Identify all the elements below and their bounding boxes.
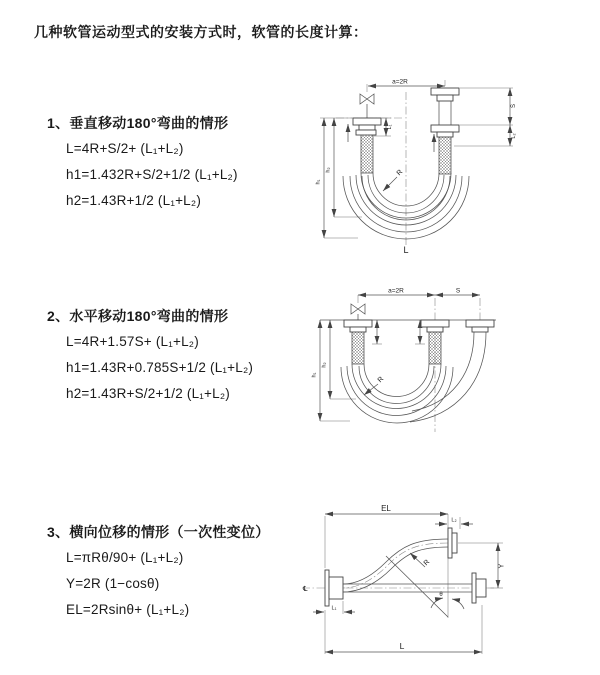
formula-line: Y=2R (1−cosθ) [66, 576, 160, 591]
formula-line: h2=1.43R+1/2 (L₁+L₂) [66, 193, 202, 208]
section-1-heading: 1、垂直移动180°弯曲的情形 [47, 115, 229, 131]
formula-line: L=4R+1.57S+ (L₁+L₂) [66, 334, 199, 349]
dim-label-h1: h₁ [315, 179, 322, 185]
formula-line: L=4R+S/2+ (L₁+L₂) [66, 141, 184, 156]
left-pipe-fitting [344, 320, 372, 364]
middle-pipe-fitting [421, 320, 449, 364]
section-vertical-move [47, 110, 238, 214]
dim-label-l: L [399, 641, 405, 651]
formula-line: h2=1.43R+S/2+1/2 (L₁+L₂) [66, 386, 230, 401]
dimension-lines [320, 86, 513, 238]
diagram-horizontal-180 [300, 280, 570, 460]
dim-label-l1: L₁ [331, 605, 337, 612]
formula-line: h1=1.432R+S/2+1/2 (L₁+L₂) [66, 167, 238, 182]
moved-pipe-fitting [410, 320, 494, 422]
dim-label-h2: h₂ [321, 362, 328, 368]
right-flange [472, 573, 486, 603]
section-horizontal-move [47, 303, 253, 407]
dim-label-l: L [403, 245, 409, 255]
formula-line: h1=1.43R+0.785S+1/2 (L₁+L₂) [66, 360, 254, 375]
centerline-symbol: ℄ [303, 586, 308, 593]
dim-label-el: EL [381, 504, 391, 513]
dim-label-r: R [395, 168, 405, 178]
dim-label-h1: h₁ [311, 372, 318, 378]
dim-label-s: S [455, 287, 461, 295]
dim-label-l2: L₂ [511, 133, 517, 139]
dim-label-a2r: a=2R [392, 78, 408, 86]
angle-label-theta: θ [439, 592, 443, 598]
dim-label-h2: h₂ [325, 167, 332, 173]
left-pipe-fitting [353, 118, 381, 173]
page-title: 几种软管运动型式的安装方式时，软管的长度计算： [34, 24, 368, 40]
shutoff-valve-icon [360, 94, 374, 118]
section-2-heading: 2、水平移动180°弯曲的情形 [47, 308, 229, 324]
diagram-lateral-displacement [298, 500, 598, 675]
upper-flange [448, 528, 457, 558]
dim-label-l2: L₂ [451, 517, 457, 524]
dim-label-l1: L₁ [387, 124, 393, 130]
hose-bend-arcs [341, 364, 453, 423]
centerlines [336, 80, 445, 246]
section-3-heading: 3、横向位移的情形（一次性变位） [47, 524, 270, 540]
section-lateral-displacement [47, 519, 270, 623]
formula-line: EL=2Rsinθ+ (L₁+L₂) [66, 602, 190, 617]
diagram-vertical-180 [300, 70, 560, 260]
dim-label-r: R [376, 375, 386, 385]
shutoff-valve-icon [351, 304, 365, 320]
dim-label-s: S [511, 103, 517, 109]
dim-label-r: R [422, 558, 432, 568]
dim-label-y: Y [498, 563, 506, 569]
dim-label-a2r: a=2R [388, 287, 404, 295]
formula-line: L=πRθ/90+ (L₁+L₂) [66, 550, 184, 565]
right-pipe-fitting [431, 88, 459, 174]
left-flange [325, 570, 343, 606]
